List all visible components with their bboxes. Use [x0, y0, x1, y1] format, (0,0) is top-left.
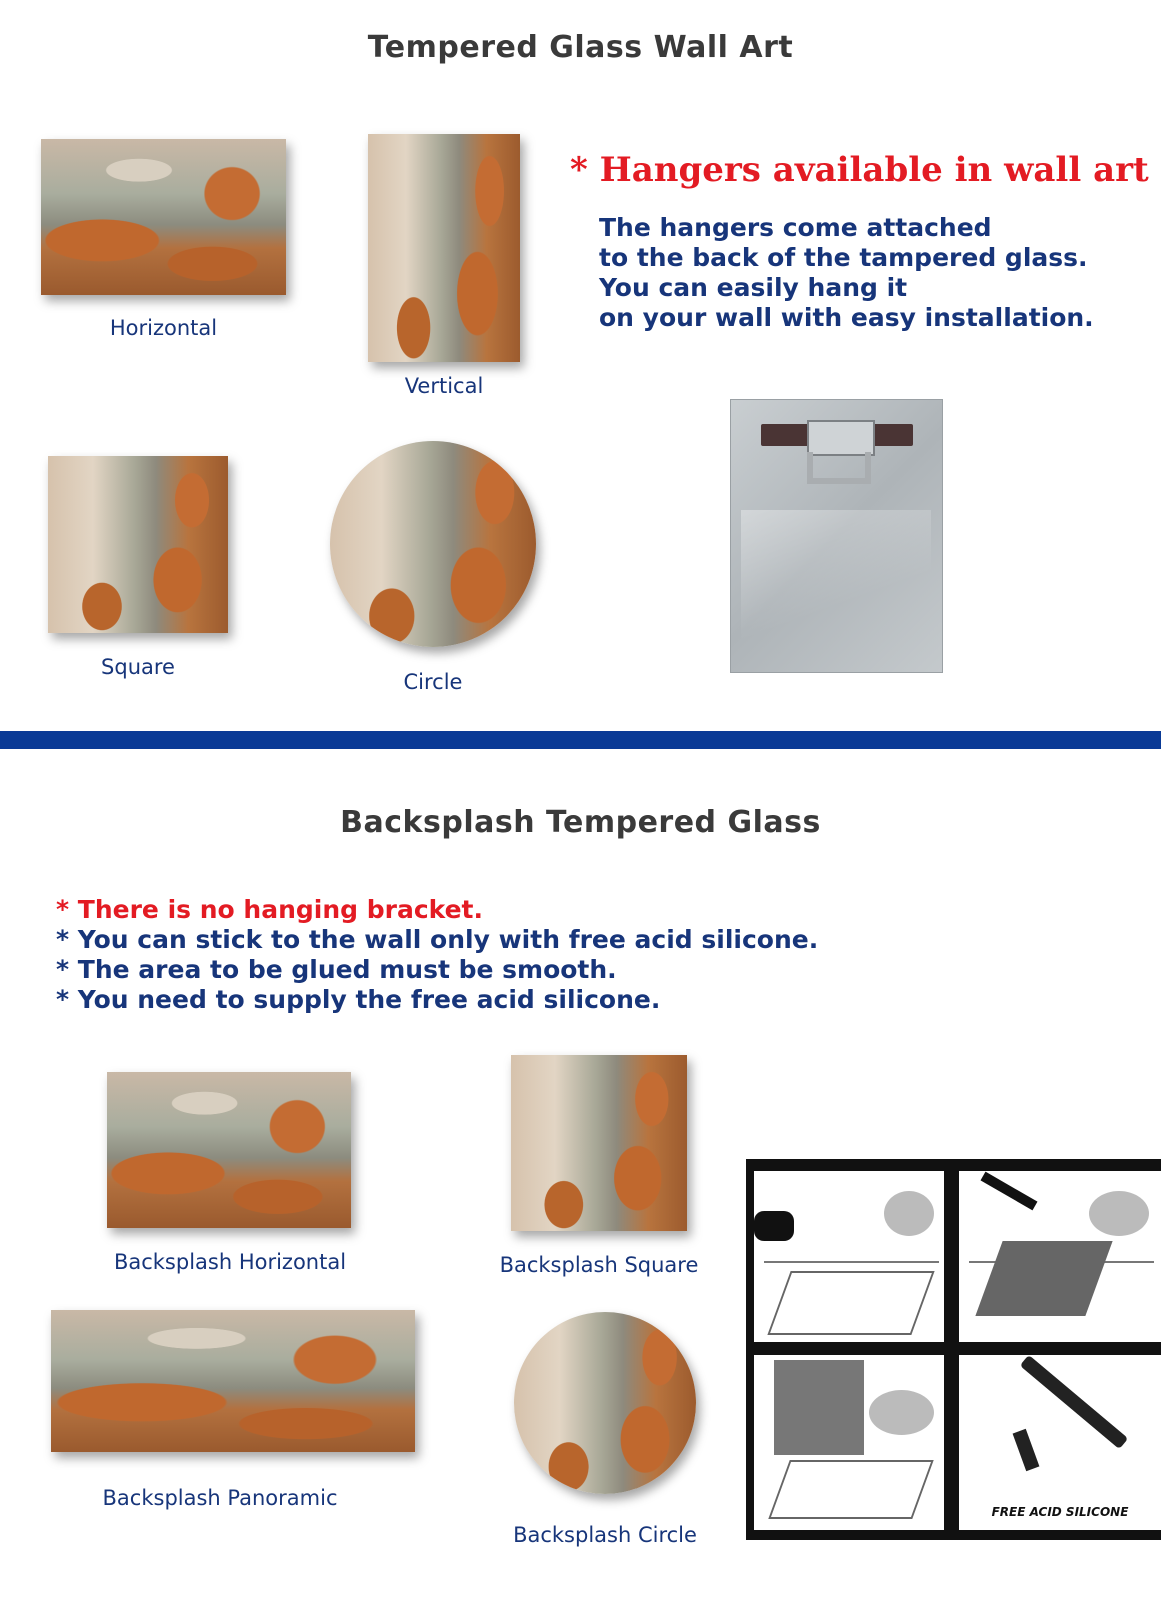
- caulk-gun-icon: [1020, 1355, 1129, 1449]
- backsplash-horizontal-caption: Backsplash Horizontal: [113, 1250, 347, 1274]
- installed-glass-sketch: [774, 1360, 864, 1455]
- installation-steps-grid: [746, 1159, 1161, 1540]
- step-panel-3: [754, 1355, 944, 1530]
- cooktop-sketch: [768, 1460, 933, 1519]
- circle-art-image: [330, 441, 536, 647]
- step-panel-2: [959, 1171, 1161, 1342]
- hanger-loop: [807, 452, 871, 484]
- hangers-line: to the back of the tampered glass.: [599, 243, 1088, 272]
- backsplash-circle-caption: Backsplash Circle: [513, 1523, 697, 1547]
- plant-sketch: [869, 1390, 934, 1435]
- note-item: * You can stick to the wall only with free acid silicone.: [56, 925, 819, 954]
- square-caption: Square: [101, 655, 175, 679]
- backsplash-notes: [56, 895, 818, 1015]
- step-panel-1: [754, 1171, 944, 1342]
- hanger-plate-sheen: [741, 510, 931, 660]
- hangers-heading: * Hangers available in wall art: [570, 150, 1149, 190]
- backsplash-title: Backsplash Tempered Glass: [340, 805, 821, 840]
- circle-caption: Circle: [403, 670, 463, 694]
- note-item: * You need to supply the free acid silicone.: [56, 985, 661, 1014]
- hangers-line: You can easily hang it: [599, 273, 908, 302]
- note-item: * There is no hanging bracket.: [56, 895, 484, 924]
- cooktop-sketch: [767, 1271, 934, 1335]
- backsplash-circle-image: [514, 1312, 696, 1494]
- vertical-art-image: [368, 134, 520, 362]
- backsplash-panoramic-image: [51, 1310, 415, 1452]
- wall-art-title: Tempered Glass Wall Art: [367, 30, 794, 65]
- glass-panel-sketch: [975, 1241, 1112, 1316]
- step-panel-4: [959, 1355, 1161, 1530]
- plant-sketch: [1089, 1191, 1149, 1236]
- hanger-photo: [730, 399, 943, 673]
- backsplash-square-image: [511, 1055, 687, 1231]
- hand-sketch: [754, 1211, 794, 1241]
- horizontal-caption: Horizontal: [109, 316, 218, 340]
- square-art-image: [48, 456, 228, 633]
- section-divider: [0, 731, 1161, 749]
- note-item: * The area to be glued must be smooth.: [56, 955, 617, 984]
- vertical-caption: Vertical: [404, 374, 484, 398]
- backsplash-horizontal-image: [107, 1072, 351, 1228]
- silicone-gun-sketch: [981, 1172, 1038, 1211]
- hanger-clip: [807, 420, 875, 456]
- plant-sketch: [884, 1191, 934, 1236]
- silicone-label: FREE ACID SILICONE: [991, 1505, 1129, 1519]
- caulk-gun-handle: [1013, 1429, 1040, 1471]
- horizontal-art-image: [41, 139, 286, 295]
- hangers-line: on your wall with easy installation.: [599, 303, 1094, 332]
- hangers-line: The hangers come attached: [599, 213, 992, 242]
- backsplash-square-caption: Backsplash Square: [499, 1253, 699, 1277]
- hangers-description: [599, 213, 1094, 333]
- backsplash-panoramic-caption: Backsplash Panoramic: [102, 1486, 338, 1510]
